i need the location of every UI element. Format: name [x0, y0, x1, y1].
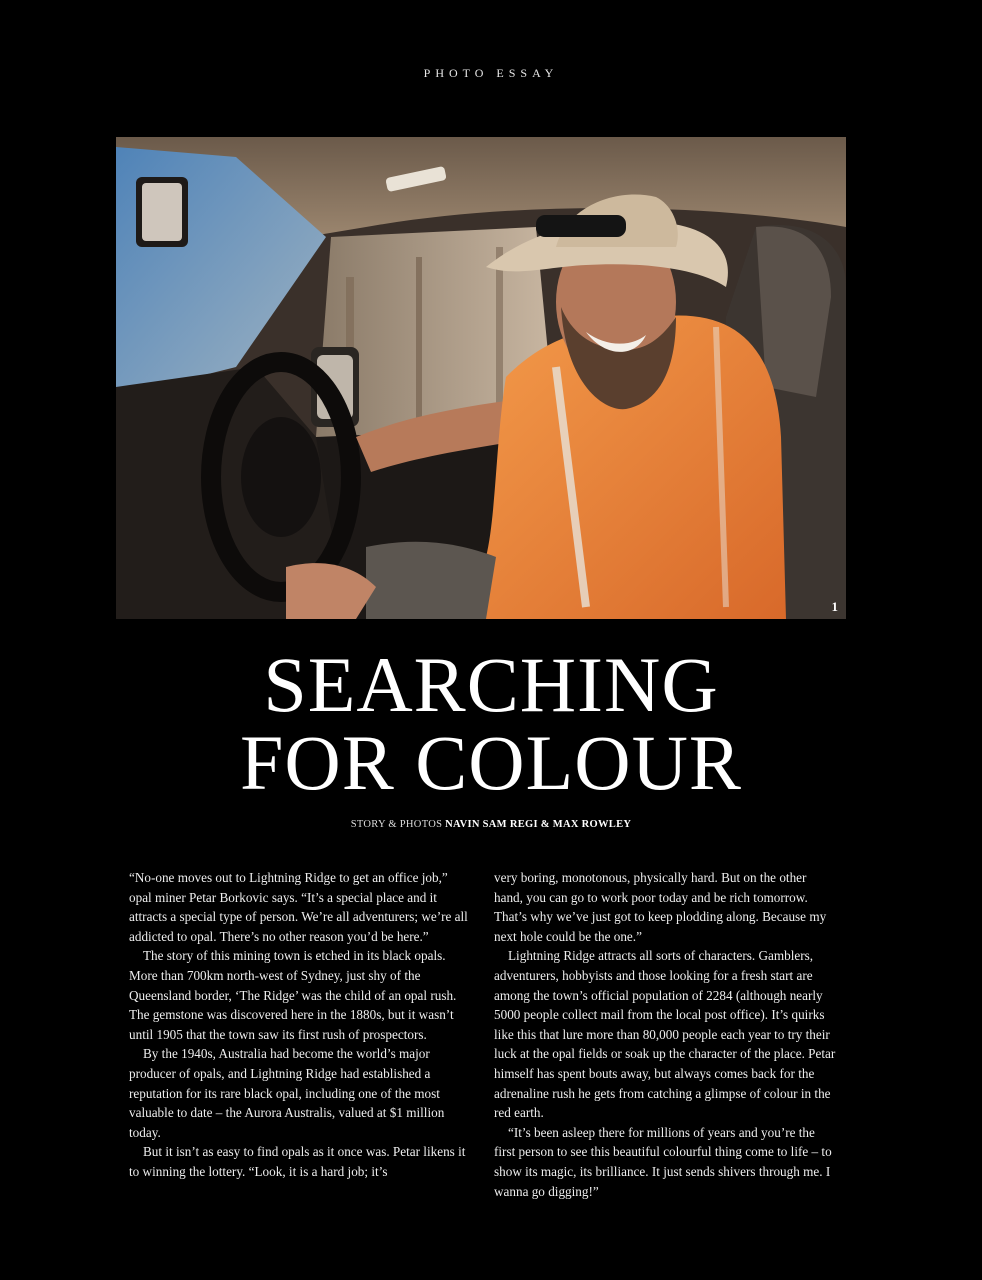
photo-number: 1 — [831, 599, 838, 614]
paragraph: very boring, monotonous, physically hard. But on the other hand, you can go to work poor today and be rich tomorrow. That’s why we’ve just got to keep plodding along. Because my next hole could be the one.” — [494, 870, 827, 944]
headline-line-1: SEARCHING — [263, 641, 719, 728]
hero-photo — [116, 137, 846, 619]
paragraph: But it isn’t as easy to find opals as it once was. Petar likens it to winning the lottery. “Look, it is a hard job; it’s — [129, 1144, 466, 1179]
paragraph: The story of this mining town is etched in its black opals. More than 700km north-west of Sydney, just shy of the Queensland border, ‘The Ridge’ was the child of an opal rush. The gemstone was discovered here in the 1880s, but it wasn’t until 1905 that the town saw its first rush of prospectors. — [129, 948, 457, 1042]
byline — [0, 819, 982, 830]
section-label: PHOTO ESSAY — [423, 66, 559, 80]
body-column-right — [494, 868, 836, 1201]
paragraph: “No-one moves out to Lightning Ridge to get an office job,” opal miner Petar Borkovic says. “It’s a special place and it attracts a special type of person. We’re all adventurers; we’re all addicted to opal. There’s no other reason you’d be here.” — [129, 870, 468, 944]
headline-line-2: FOR COLOUR — [240, 719, 742, 806]
body-column-left — [129, 868, 471, 1182]
paragraph: By the 1940s, Australia had become the world’s major producer of opals, and Lightning Ridge had established a reputation for its rare black opal, including one of the most valuable to date – the Aurora Australis, valued at $1 million today. — [129, 1046, 445, 1140]
miner-in-vehicle-illustration — [116, 137, 846, 619]
byline-names: NAVIN SAM REGI & MAX ROWLEY — [445, 819, 632, 830]
paragraph: Lightning Ridge attracts all sorts of characters. Gamblers, adventurers, hobbyists and those looking for a fresh start are among the town’s official population of 2284 (although nearly 5000 people collect mail from the local post office). It’s quirks like this that lure more than 80,000 people each year to try their luck at the opal fields or soak up the character of the place. Petar himself has spent bouts away, but always comes back for the adrenaline rush he gets from catching a glimpse of colour in the red earth. — [494, 948, 836, 1121]
headline — [0, 641, 982, 806]
paragraph: “It’s been asleep there for millions of years and you’re the first person to see this beautiful colourful thing come to life – to show its magic, its brilliance. It just sends shivers through me. I wanna go digging!” — [494, 1124, 832, 1199]
byline-prefix: STORY & PHOTOS — [350, 819, 446, 830]
